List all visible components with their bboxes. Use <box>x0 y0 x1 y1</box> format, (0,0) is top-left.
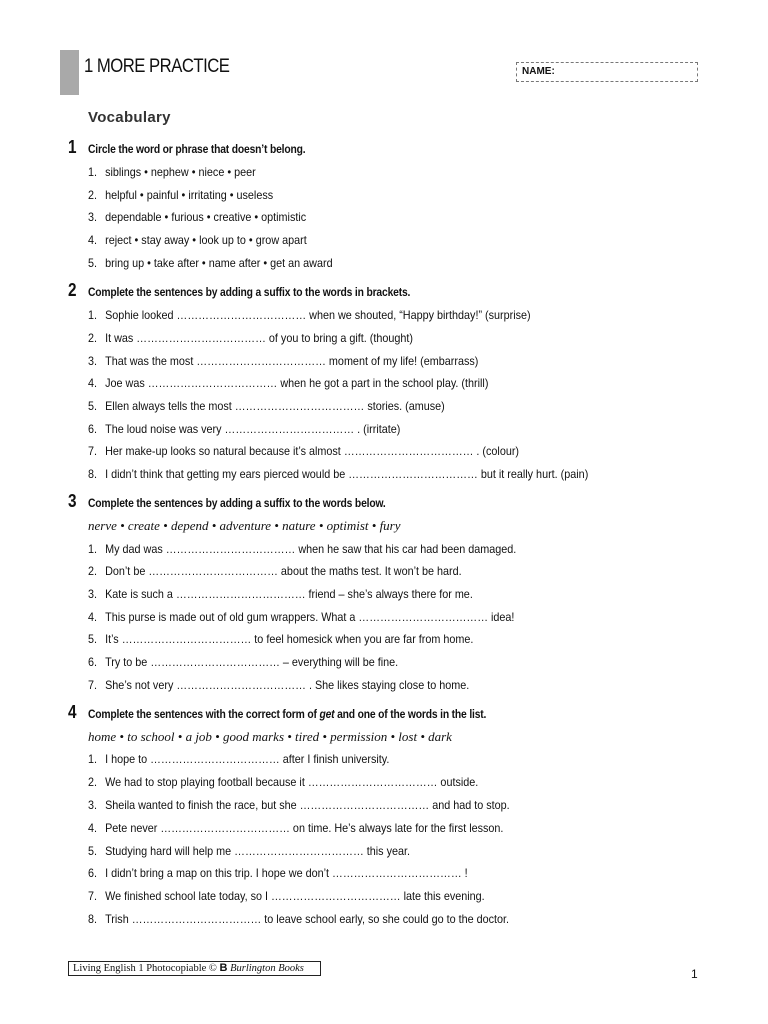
item-number: 6. <box>88 422 98 436</box>
item-number: 6. <box>88 866 98 880</box>
item-text: Try to be ……………………………… – everything will be fine. <box>105 655 399 669</box>
list-item <box>88 399 445 413</box>
item-text: Her make-up looks so natural because it’s almost ……………………………… . (colour) <box>105 444 520 458</box>
item-number: 1. <box>88 542 98 556</box>
item-number: 7. <box>88 444 98 458</box>
list-item <box>88 376 488 390</box>
publisher-name: Burlington Books <box>230 963 304 974</box>
item-number: 5. <box>88 399 98 413</box>
item-text: This purse is made out of old gum wrappers. What a ……………………………… idea! <box>105 610 515 624</box>
instruction-text: and one of the words in the list. <box>334 707 487 721</box>
item-text: I hope to ……………………………… after I finish university. <box>105 752 390 766</box>
exercise-instruction <box>88 707 486 721</box>
item-text: Studying hard will help me ……………………………… this year. <box>105 844 410 858</box>
exercise-number: 3 <box>68 491 77 511</box>
list-item <box>88 354 478 368</box>
list-item <box>88 678 469 692</box>
list-item <box>88 210 306 224</box>
item-text: I didn’t bring a map on this trip. I hope we don’t ……………………………… ! <box>105 866 468 880</box>
publisher-logo: B <box>219 962 228 974</box>
item-number: 1. <box>88 308 98 322</box>
exercise-instruction: Circle the word or phrase that doesn’t belong. <box>88 142 306 156</box>
item-text: bring up • take after • name after • get an award <box>105 256 333 270</box>
list-item <box>88 866 468 880</box>
list-item <box>88 308 531 322</box>
item-number: 2. <box>88 331 98 345</box>
list-item <box>88 844 410 858</box>
item-number: 3. <box>88 587 98 601</box>
list-item <box>88 444 519 458</box>
list-item <box>88 467 588 481</box>
item-number: 5. <box>88 256 98 270</box>
header-accent-bar <box>60 50 79 95</box>
item-number: 8. <box>88 467 98 481</box>
item-number: 2. <box>88 775 98 789</box>
item-number: 8. <box>88 912 98 926</box>
list-item <box>88 587 473 601</box>
section-title: Vocabulary <box>88 109 171 126</box>
item-text: That was the most ……………………………… moment of my life! (embarrass) <box>105 354 479 368</box>
word-list: home • to school • a job • good marks • tired • permission • lost • dark <box>88 729 452 744</box>
item-number: 2. <box>88 564 98 578</box>
item-text: She’s not very ……………………………… . She likes staying close to home. <box>105 678 470 692</box>
item-number: 7. <box>88 889 98 903</box>
item-number: 5. <box>88 844 98 858</box>
exercise-number: 4 <box>68 702 77 722</box>
instruction-emphasis: get <box>319 707 335 721</box>
item-text: Pete never ……………………………… on time. He’s always late for the first lesson. <box>105 821 504 835</box>
list-item <box>88 256 333 270</box>
list-item <box>88 775 478 789</box>
item-text: Trish ……………………………… to leave school early, so she could go to the doctor. <box>105 912 510 926</box>
word-list: nerve • create • depend • adventure • nature • optimist • fury <box>88 518 401 533</box>
list-item <box>88 655 398 669</box>
item-number: 4. <box>88 821 98 835</box>
item-text: dependable • furious • creative • optimistic <box>105 210 307 224</box>
list-item <box>88 564 462 578</box>
exercise-number: 2 <box>68 280 77 300</box>
item-text: My dad was ……………………………… when he saw that his car had been damaged. <box>105 542 517 556</box>
item-number: 5. <box>88 632 98 646</box>
exercise-number: 1 <box>68 137 77 157</box>
item-number: 3. <box>88 354 98 368</box>
item-text: It was ……………………………… of you to bring a gift. (thought) <box>105 331 413 345</box>
item-text: Kate is such a ……………………………… friend – she’s always there for me. <box>105 587 473 601</box>
item-number: 3. <box>88 798 98 812</box>
list-item <box>88 422 400 436</box>
item-text: It’s ……………………………… to feel homesick when you are far from home. <box>105 632 474 646</box>
item-number: 4. <box>88 610 98 624</box>
footer-text: Living English 1 Photocopiable © <box>73 963 220 974</box>
list-item <box>88 233 307 247</box>
name-label: NAME: <box>522 66 555 77</box>
item-text: reject • stay away • look up to • grow apart <box>105 233 307 247</box>
item-text: We had to stop playing football because it ……………………………… outside. <box>105 775 479 789</box>
item-text: The loud noise was very ……………………………… . (irritate) <box>105 422 401 436</box>
item-number: 2. <box>88 188 98 202</box>
list-item <box>88 188 273 202</box>
item-number: 1. <box>88 165 98 179</box>
list-item <box>88 632 473 646</box>
list-item <box>88 752 389 766</box>
list-item <box>88 542 516 556</box>
list-item <box>88 821 503 835</box>
list-item <box>88 889 485 903</box>
instruction-text: Complete the sentences with the correct form of <box>88 707 320 721</box>
name-field[interactable] <box>516 62 698 82</box>
page-title: 1 MORE PRACTICE <box>84 56 230 77</box>
item-number: 6. <box>88 655 98 669</box>
footer-credit <box>68 961 321 976</box>
list-item <box>88 165 256 179</box>
exercise-instruction: Complete the sentences by adding a suffix to the words below. <box>88 496 386 510</box>
item-text: helpful • painful • irritating • useless <box>105 188 274 202</box>
item-text: Joe was ……………………………… when he got a part in the school play. (thrill) <box>105 376 489 390</box>
exercise-instruction: Complete the sentences by adding a suffix to the words in brackets. <box>88 285 411 299</box>
item-text: Sheila wanted to finish the race, but she ……………………………… and had to stop. <box>105 798 510 812</box>
page-header <box>60 50 710 98</box>
item-number: 1. <box>88 752 98 766</box>
list-item <box>88 610 514 624</box>
item-number: 3. <box>88 210 98 224</box>
item-text: siblings • nephew • niece • peer <box>105 165 256 179</box>
page-number: 1 <box>691 967 698 981</box>
item-text: I didn’t think that getting my ears pierced would be ……………………………… but it really hurt. (pain) <box>105 467 589 481</box>
list-item <box>88 331 413 345</box>
item-text: Ellen always tells the most ……………………………… stories. (amuse) <box>105 399 445 413</box>
item-text: Don’t be ……………………………… about the maths test. It won’t be hard. <box>105 564 462 578</box>
list-item <box>88 798 510 812</box>
item-number: 4. <box>88 233 98 247</box>
item-text: Sophie looked ……………………………… when we shouted, “Happy birthday!” (surprise) <box>105 308 531 322</box>
item-number: 7. <box>88 678 98 692</box>
item-number: 4. <box>88 376 98 390</box>
item-text: We finished school late today, so I ……………………………… late this evening. <box>105 889 485 903</box>
list-item <box>88 912 509 926</box>
